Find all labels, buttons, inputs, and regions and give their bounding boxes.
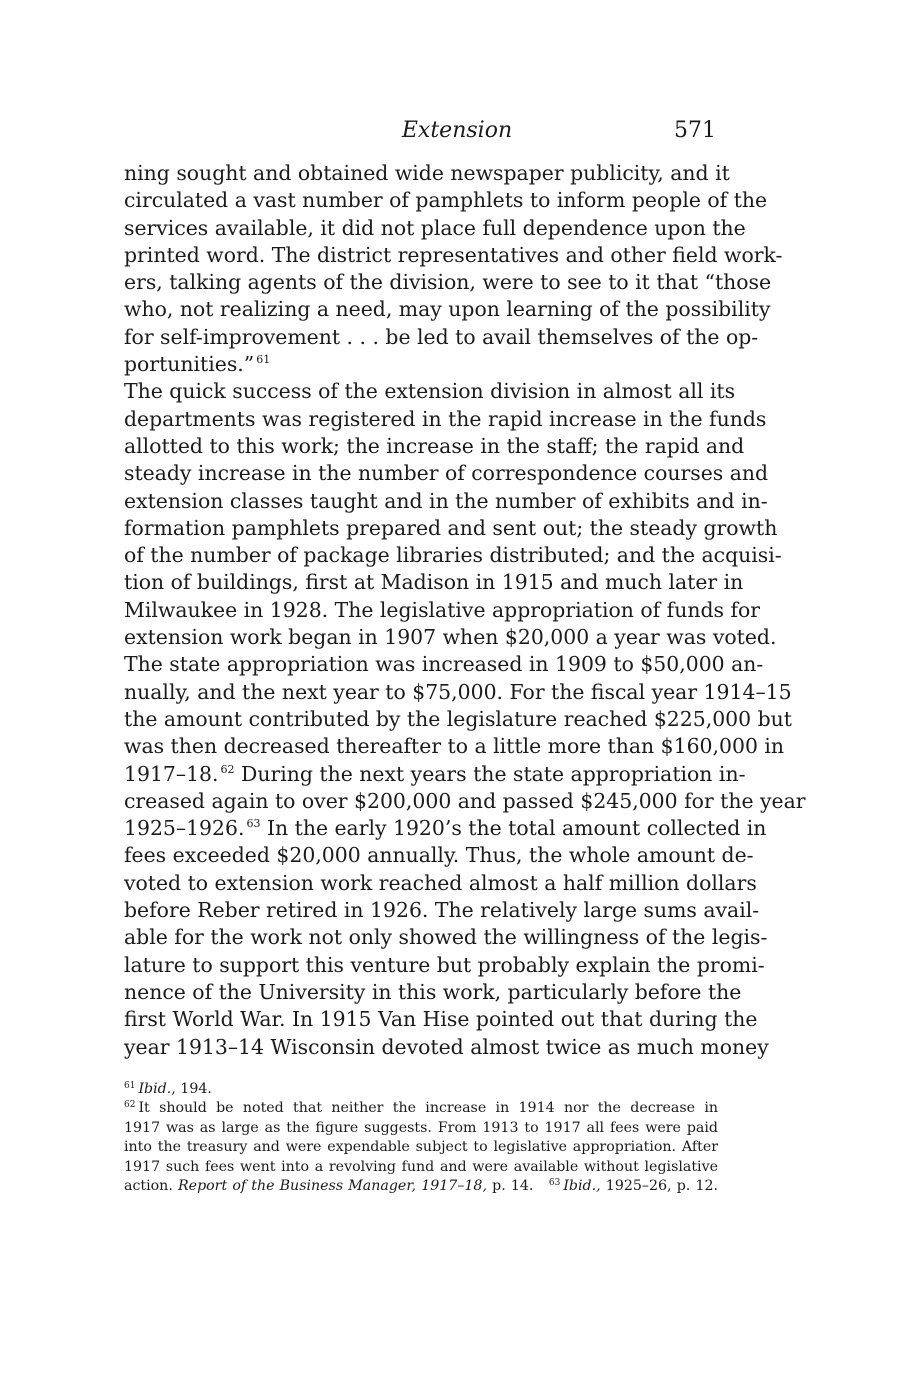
- text-line: year 1913–14 Wisconsin devoted almost twice as much money: [124, 1034, 769, 1059]
- text-line: fees exceeded $20,000 annually. Thus, the whole amount de-: [124, 843, 754, 868]
- text-line: allotted to this work; the increase in the staff; the rapid and: [124, 433, 745, 458]
- footnote-61: [124, 1080, 718, 1099]
- footnote-italic: Report of the Business Manager, 1917–18,: [177, 1177, 487, 1194]
- footnote-line: 1917 such fees went into a revolving fund and were available without legislative: [124, 1158, 718, 1175]
- text-line-continuation: In the early 1920’s the total amount collected in: [260, 816, 767, 841]
- text-line: The state appropriation was increased in 1909 to $50,000 an-: [124, 652, 764, 677]
- text-line: the amount contributed by the legislature reached $225,000 but: [124, 706, 792, 731]
- footnote-number: 62: [124, 1100, 136, 1111]
- text-line: who, not realizing a need, may upon learning of the possibility: [124, 297, 771, 322]
- footnote-text: , 194.: [171, 1081, 212, 1097]
- text-line: [124, 761, 746, 788]
- text-line: [124, 351, 718, 378]
- footnote-ref-62: 62: [220, 762, 235, 776]
- footnote-line: [124, 1177, 718, 1196]
- text-line: services available, it did not place full dependence upon the: [124, 215, 746, 240]
- footnote-number: 63: [548, 1177, 561, 1188]
- footnote-italic: Ibid.: [138, 1081, 172, 1097]
- text-line: lature to support this venture but probably explain the promi-: [124, 952, 765, 977]
- footnote-number: 61: [124, 1081, 136, 1091]
- text-line: able for the work not only showed the willingness of the legis-: [124, 925, 768, 950]
- footnote-italic: Ibid.,: [563, 1177, 601, 1194]
- running-title: Extension: [401, 118, 513, 143]
- text-line-content: 1925–1926.: [124, 816, 245, 841]
- text-line: steady increase in the number of correspondence courses and: [124, 461, 769, 486]
- text-line: first World War. In 1915 Van Hise pointed out that during the: [124, 1007, 758, 1032]
- footnote-text: It should be noted that neither the increase in 1914 nor the decrease in: [138, 1100, 718, 1117]
- text-line: [124, 815, 767, 842]
- footnote-text: 1925–26, p. 12.: [600, 1177, 719, 1194]
- text-line: nually, and the next year to $75,000. For the fiscal year 1914–15: [124, 679, 792, 704]
- text-line: tion of buildings, first at Madison in 1915 and much later in: [124, 570, 744, 595]
- footnote-ref-63: 63: [246, 817, 261, 831]
- footnote-text: action.: [124, 1177, 178, 1194]
- body-text: [124, 160, 806, 1061]
- text-line: ers, talking agents of the division, were to see to it that “those: [124, 270, 772, 295]
- text-line: The quick success of the extension division in almost all its: [124, 379, 736, 404]
- footnote-line: 1917 was as large as the figure suggests. From 1913 to 1917 all fees were paid: [124, 1119, 718, 1136]
- text-line-content: portunities.”: [124, 352, 255, 377]
- text-line: extension work began in 1907 when $20,000 a year was voted.: [124, 625, 777, 650]
- text-line: Milwaukee in 1928. The legislative appropriation of funds for: [124, 597, 761, 622]
- text-line: printed word. The district representatives and other field work-: [124, 242, 783, 267]
- page-number: 571: [674, 118, 716, 143]
- footnote-ref-61: 61: [256, 353, 271, 367]
- text-line: creased again to over $200,000 and passed $245,000 for the year: [124, 788, 806, 813]
- text-line: ning sought and obtained wide newspaper publicity, and it: [124, 161, 730, 185]
- text-line: nence of the University in this work, particularly before the: [124, 979, 742, 1004]
- footnotes: [124, 1080, 718, 1196]
- text-line: was then decreased thereafter to a little more than $160,000 in: [124, 734, 785, 759]
- text-line: voted to extension work reached almost a half million dollars: [124, 870, 757, 895]
- text-line: circulated a vast number of pamphlets to inform people of the: [124, 188, 768, 213]
- text-line: before Reber retired in 1926. The relatively large sums avail-: [124, 898, 760, 923]
- text-line: for self-improvement . . . be led to avail themselves of the op-: [124, 324, 759, 349]
- footnote-line: into the treasury and were expendable subject to legislative appropriation. After: [124, 1139, 718, 1156]
- footnote-62: [124, 1099, 718, 1118]
- text-line: formation pamphlets prepared and sent out; the steady growth: [124, 515, 778, 540]
- text-line: of the number of package libraries distributed; and the acquisi-: [124, 543, 782, 568]
- text-line: extension classes taught and in the number of exhibits and in-: [124, 488, 768, 513]
- text-line-continuation: During the next years the state appropriation in-: [234, 761, 746, 786]
- text-line-content: 1917–18.: [124, 761, 219, 786]
- footnote-text: p. 14.: [486, 1177, 534, 1194]
- text-line: departments was registered in the rapid increase in the funds: [124, 406, 767, 431]
